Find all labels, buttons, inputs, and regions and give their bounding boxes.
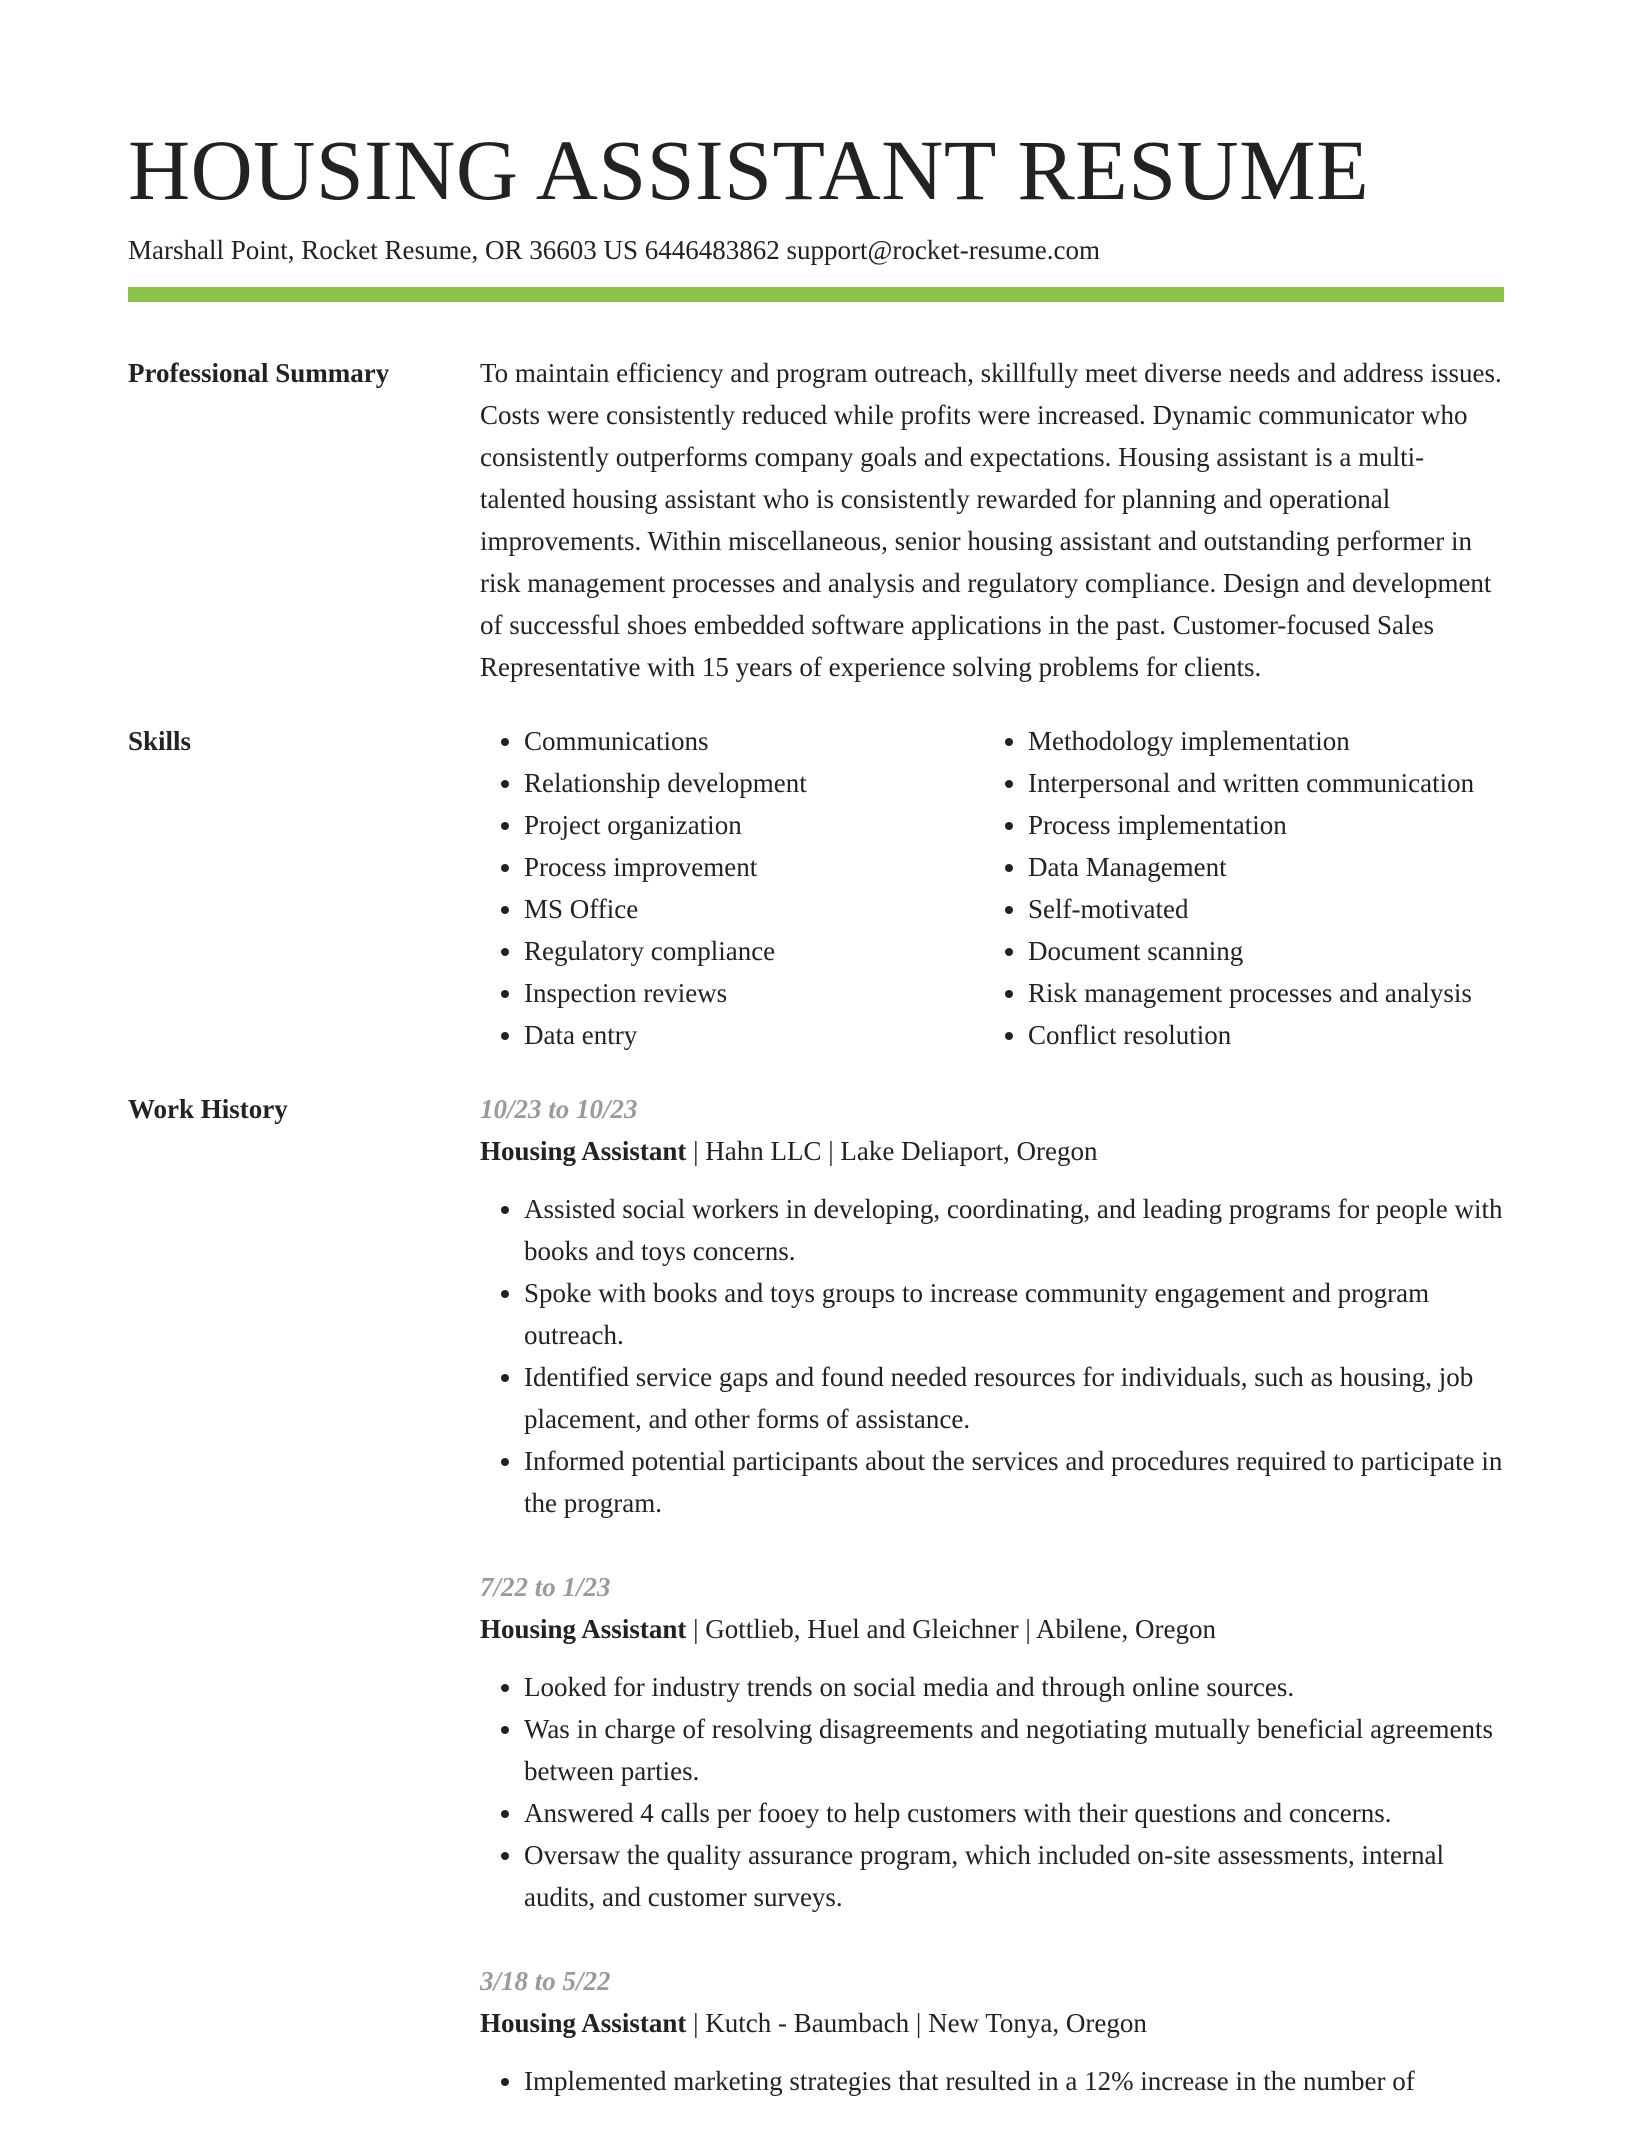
skills-list-left <box>480 720 984 1056</box>
job-title: Housing Assistant <box>480 2008 687 2038</box>
work-history-body <box>480 1088 1504 2144</box>
skill-item: • Data Management <box>1028 846 1504 888</box>
job-heading <box>480 1608 1504 1650</box>
skills-list-right <box>984 720 1504 1056</box>
work-history-section <box>128 1088 1504 2144</box>
skill-item: • Inspection reviews <box>524 972 984 1014</box>
skill-item: • MS Office <box>524 888 984 930</box>
job-bullet: • Was in charge of resolving disagreements and negotiating mutually beneficial agreements between parties. <box>524 1708 1504 1792</box>
job-title: Housing Assistant <box>480 1614 687 1644</box>
resume-page <box>128 0 1504 2144</box>
skills-section <box>128 720 1504 1056</box>
job-bullets <box>480 1666 1504 1918</box>
skill-item: • Regulatory compliance <box>524 930 984 972</box>
job-heading <box>480 2002 1504 2044</box>
resume-title: HOUSING ASSISTANT RESUME <box>128 122 1370 218</box>
job-entry <box>480 1566 1504 1918</box>
job-employer-location: | Hahn LLC | Lake Deliaport, Oregon <box>686 1136 1098 1166</box>
job-dates: 7/22 to 1/23 <box>480 1572 611 1602</box>
job-employer-location: | Kutch - Baumbach | New Tonya, Oregon <box>686 2008 1147 2038</box>
job-bullet: • Looked for industry trends on social media and through online sources. <box>524 1666 1504 1708</box>
job-bullet: • Answered 4 calls per fooey to help customers with their questions and concerns. <box>524 1792 1504 1834</box>
job-bullet: • Identified service gaps and found needed resources for individuals, such as housing, job placement, and other forms of assistance. <box>524 1356 1504 1440</box>
skill-item: • Relationship development <box>524 762 984 804</box>
job-employer-location: | Gottlieb, Huel and Gleichner | Abilene, Oregon <box>686 1614 1216 1644</box>
summary-text: To maintain efficiency and program outreach, skillfully meet diverse needs and address issues. Costs were consistently reduced while profits were increased. Dynamic communicator who consistently outperforms company goals and expectations. Housing assistant is a multi-talented housing assistant who is consistently rewarded for planning and operational improvements. Within miscellaneous, senior housing assistant and outstanding performer in risk management processes and analysis and regulatory compliance. Design and development of successful shoes embedded software applications in the past. Customer-focused Sales Representative with 15 years of experience solving problems for clients. <box>480 358 1502 682</box>
accent-divider <box>128 287 1504 302</box>
job-bullet: • Oversaw the quality assurance program, which included on-site assessments, internal audits, and customer surveys. <box>524 1834 1504 1918</box>
contact-info: Marshall Point, Rocket Resume, OR 36603 US 6446483862 support@rocket-resume.com <box>128 235 1100 265</box>
skill-item: • Process implementation <box>1028 804 1504 846</box>
skill-item: • Risk management processes and analysis <box>1028 972 1504 1014</box>
skill-item: • Document scanning <box>1028 930 1504 972</box>
skill-item: • Process improvement <box>524 846 984 888</box>
job-dates: 10/23 to 10/23 <box>480 1094 638 1124</box>
job-dates: 3/18 to 5/22 <box>480 1966 611 1996</box>
job-bullet: • Implemented marketing strategies that resulted in a 12% increase in the number of <box>524 2060 1504 2102</box>
job-entry <box>480 1088 1504 1524</box>
professional-summary-section <box>128 352 1504 688</box>
skill-item: • Conflict resolution <box>1028 1014 1504 1056</box>
job-bullet: • Spoke with books and toys groups to increase community engagement and program outreach. <box>524 1272 1504 1356</box>
skill-item: • Self-motivated <box>1028 888 1504 930</box>
skill-item: • Data entry <box>524 1014 984 1056</box>
job-entry <box>480 1960 1504 2102</box>
skill-item: • Interpersonal and written communication <box>1028 762 1504 804</box>
skill-item: • Methodology implementation <box>1028 720 1504 762</box>
skill-item: • Communications <box>524 720 984 762</box>
job-bullets <box>480 2060 1504 2102</box>
section-label-professional-summary: Professional Summary <box>128 358 390 388</box>
summary-body <box>480 352 1504 688</box>
job-bullets <box>480 1188 1504 1524</box>
section-label-skills: Skills <box>128 726 192 756</box>
job-bullet: • Informed potential participants about the services and procedures required to participate in the program. <box>524 1440 1504 1524</box>
job-bullet: • Assisted social workers in developing, coordinating, and leading programs for people with books and toys concerns. <box>524 1188 1504 1272</box>
section-label-work-history: Work History <box>128 1094 288 1124</box>
skill-item: • Project organization <box>524 804 984 846</box>
skills-body <box>480 720 1504 1056</box>
job-title: Housing Assistant <box>480 1136 687 1166</box>
job-heading <box>480 1130 1504 1172</box>
